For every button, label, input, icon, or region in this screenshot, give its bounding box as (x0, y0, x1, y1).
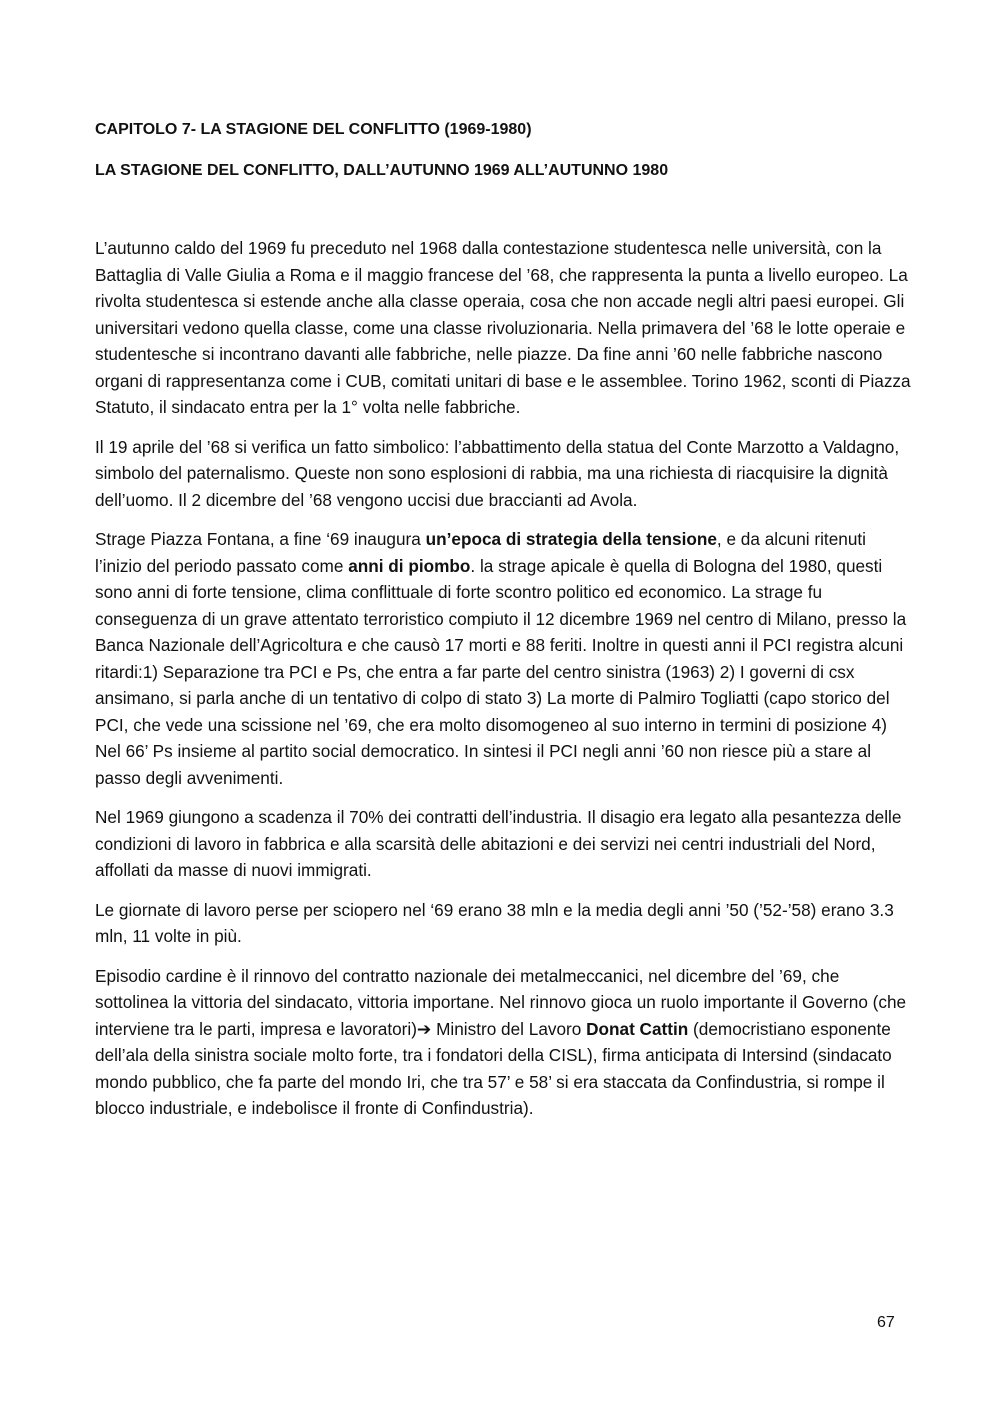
bold-anni-di-piombo: anni di piombo (348, 555, 471, 576)
paragraph-3-text-3: . la strage apicale è quella di Bologna del 1980, questi sono anni di forte tensione, clima conflittuale di forte scontro politico ed economico. La strage fu conseguenza di un grave attentato terroristico compiuto il 12 dicembre 1969 nel centro di Milano, presso la Banca Nazionale dell’Agricoltura e che causò 17 morti e 88 feriti. Inoltre in questi anni il PCI registra alcuni ritardi:1) Separazione tra PCI e Ps, che entra a far parte del centro sinistra (1963) 2) I governi di csx ansimano, si parla anche di un tentativo di colpo di stato 3) La morte di Palmiro Togliatti (capo storico del PCI, che vede una scissione nel ’69, che era molto disomogeneo al suo interno in termini di posizione 4) Nel 66’ Ps insieme al partito social democratico. In sintesi il PCI negli anni ’60 non riesce più a stare al passo degli avvenimenti. (95, 555, 907, 788)
paragraph-3 (95, 526, 915, 791)
section-title: LA STAGIONE DEL CONFLITTO, DALL’AUTUNNO 1969 ALL’AUTUNNO 1980 (95, 162, 669, 179)
document-page (95, 117, 915, 1135)
paragraph-6 (95, 963, 915, 1122)
paragraph-6-text-1: Episodio cardine è il rinnovo del contratto nazionale dei metalmeccanici, nel dicembre del ’69, che sottolinea la vittoria del sindacato, vittoria importane. Nel rinnovo gioca un ruolo importante il Governo (che interviene tra le parti, impresa e lavoratori) (95, 965, 907, 1039)
paragraph-5: Le giornate di lavoro perse per sciopero nel ‘69 erano 38 mln e la media degli anni ’50 (’52-’58) erano 3.3 mln, 11 volte in più. (95, 899, 894, 946)
paragraph-1: L’autunno caldo del 1969 fu preceduto nel 1968 dalla contestazione studentesca nelle università, con la Battaglia di Valle Giulia a Roma e il maggio francese del ’68, che rappresenta la punta a livello europeo. La rivolta studentesca si estende anche alla classe operaia, cosa che non accade negli altri paesi europei. Gli universitari vedono quella classe, come una classe rivoluzionaria. Nella primavera del ’68 le lotte operaie e studentesche si incontrano davanti alle fabbriche, nelle piazze. Da fine anni ’60 nelle fabbriche nascono organi di rappresentanza come i CUB, comitati unitari di base e le assemblee. Torino 1962, sconti di Piazza Statuto, il sindacato entra per la 1° volta nelle fabbriche. (95, 238, 911, 417)
bold-donat-cattin: Donat Cattin (586, 1018, 689, 1039)
paragraph-6-text-3: (democristiano esponente dell’ala della sinistra sociale molto forte, tra i fondatori della CISL), firma anticipata di Intersind (sindacato mondo pubblico, che fa parte del mondo Iri, che tra 57’ e 58’ si era staccata da Confindustria, si rompe il blocco industriale, e indebolisce il fronte di Confindustria). (95, 1018, 892, 1118)
right-arrow-icon: ➔ (416, 1018, 432, 1039)
paragraph-4: Nel 1969 giungono a scadenza il 70% dei contratti dell’industria. Il disagio era legato alla pesantezza delle condizioni di lavoro in fabbrica e alla scarsità delle abitazioni e dei servizi nei centri industriali del Nord, affollati da masse di nuovi immigrati. (95, 807, 902, 880)
page-number: 67 (877, 1314, 895, 1331)
paragraph-3-text-2: , e da alcuni ritenuti l’inizio del periodo passato come (95, 529, 866, 576)
chapter-title: CAPITOLO 7- LA STAGIONE DEL CONFLITTO (1969-1980) (95, 121, 532, 138)
paragraph-3-text-1: Strage Piazza Fontana, a fine ‘69 inaugura (95, 529, 426, 549)
bold-strategia-tensione: un’epoca di strategia della tensione (425, 529, 717, 549)
paragraph-2: Il 19 aprile del ’68 si verifica un fatto simbolico: l’abbattimento della statua del Conte Marzotto a Valdagno, simbolo del paternalismo. Queste non sono esplosioni di rabbia, ma una richiesta di riacquisire la dignità dell’uomo. Il 2 dicembre del ’68 vengono uccisi due braccianti ad Avola. (95, 436, 900, 510)
paragraph-6-text-2: Ministro del Lavoro (431, 1018, 587, 1039)
document-body (95, 235, 915, 1122)
